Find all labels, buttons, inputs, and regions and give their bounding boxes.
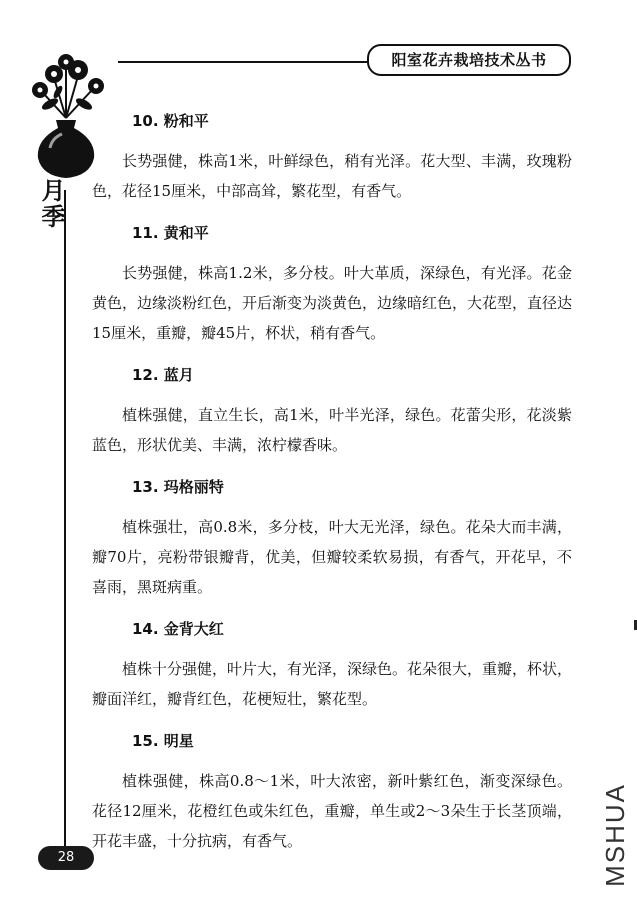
- section-paragraph: 植株十分强健，叶片大，有光泽，深绿色。花朵很大，重瓣，杯状，瓣面洋红，瓣背红色，花梗短壮，繁花型。: [92, 660, 573, 708]
- chapter-side-label: 月季: [37, 178, 66, 230]
- page-body: [92, 110, 572, 872]
- watermark: MSHUA: [600, 783, 630, 887]
- section-paragraph: 植株强健，直立生长，高1米，叶半光泽，绿色。花蕾尖形，花淡紫蓝色，形状优美、丰满，浓柠檬香味。: [92, 406, 572, 454]
- section-heading: 13. 玛格丽特: [132, 478, 224, 496]
- page-number: 28: [38, 846, 94, 870]
- margin-rule: [64, 190, 66, 850]
- section-heading: 10. 粉和平: [132, 112, 209, 130]
- section-paragraph: 植株强健，株高0.8～1米，叶大浓密，新叶紫红色，渐变深绿色。花径12厘米，花橙红色或朱红色，重瓣，单生或2～3朵生于长茎顶端，开花丰盛，十分抗病，有香气。: [92, 772, 572, 850]
- series-title-badge: 阳室花卉栽培技术丛书: [367, 44, 571, 76]
- section-paragraph: 植株强壮，高0.8米，多分枝，叶大无光泽，绿色。花朵大而丰满，瓣70片，亮粉带银瓣背，优美，但瓣较柔软易损，有香气，开花早，不喜雨，黑斑病重。: [92, 518, 572, 596]
- section-heading: 11. 黄和平: [132, 224, 209, 242]
- section-heading: 15. 明星: [132, 732, 194, 750]
- section-heading: 14. 金背大红: [132, 620, 224, 638]
- section-paragraph: 长势强健，株高1米，叶鲜绿色，稍有光泽。花大型、丰满，玫瑰粉色，花径15厘米，中部高耸，繁花型，有香气。: [92, 152, 572, 200]
- section-heading: 12. 蓝月: [132, 366, 194, 384]
- section-paragraph: 长势强健，株高1.2米，多分枝。叶大革质，深绿色，有光泽。花金黄色，边缘淡粉红色，开后渐变为淡黄色，边缘暗红色，大花型，直径达15厘米，重瓣，瓣45片，杯状，稍有香气。: [92, 264, 573, 342]
- header-rule: [118, 61, 370, 63]
